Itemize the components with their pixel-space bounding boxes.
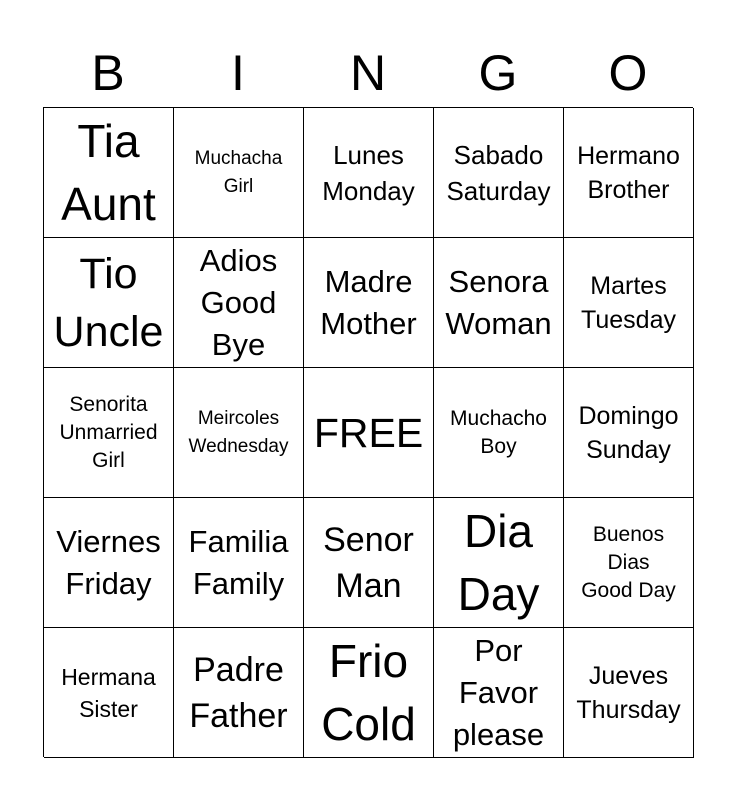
bingo-cell-r1-c5[interactable] bbox=[564, 108, 694, 238]
bingo-cell-label: Padre Father bbox=[189, 650, 288, 735]
bingo-card-grid bbox=[43, 107, 693, 757]
bingo-header bbox=[43, 42, 693, 104]
bingo-cell-r4-c4[interactable] bbox=[434, 498, 564, 628]
bingo-cell-label: Madre Mother bbox=[320, 263, 417, 341]
bingo-cell-label: Lunes Monday bbox=[322, 139, 415, 206]
header-letter-g: G bbox=[478, 45, 518, 101]
bingo-cell-r4-c3[interactable] bbox=[304, 498, 434, 628]
bingo-cell-label: Muchacho Boy bbox=[450, 406, 547, 458]
bingo-cell-label: Sabado Saturday bbox=[446, 139, 551, 206]
bingo-cell-r3-c1[interactable] bbox=[44, 368, 174, 498]
bingo-cell-r3-c4[interactable] bbox=[434, 368, 564, 498]
bingo-cell-r2-c5[interactable] bbox=[564, 238, 694, 368]
bingo-cell-label: Adios Good Bye bbox=[199, 242, 278, 362]
bingo-cell-label: Tia Aunt bbox=[61, 114, 156, 230]
bingo-cell-label: Por Favor please bbox=[452, 632, 545, 752]
bingo-cell-free[interactable] bbox=[304, 368, 434, 498]
bingo-cell-r5-c4[interactable] bbox=[434, 628, 564, 758]
bingo-cell-r5-c2[interactable] bbox=[174, 628, 304, 758]
bingo-cell-label: Hermano Brother bbox=[577, 141, 680, 204]
bingo-cell-label: Domingo Sunday bbox=[578, 401, 679, 464]
bingo-cell-label: Jueves Thursday bbox=[576, 661, 681, 724]
header-letter-o: O bbox=[608, 45, 648, 101]
bingo-cell-label: Senorita Unmarried Girl bbox=[59, 392, 158, 472]
bingo-cell-label: Senora Woman bbox=[445, 263, 552, 341]
bingo-cell-r2-c3[interactable] bbox=[304, 238, 434, 368]
bingo-cell-r4-c5[interactable] bbox=[564, 498, 694, 628]
bingo-cell-r1-c2[interactable] bbox=[174, 108, 304, 238]
bingo-cell-r1-c1[interactable] bbox=[44, 108, 174, 238]
bingo-cell-r2-c2[interactable] bbox=[174, 238, 304, 368]
bingo-cell-label: Martes Tuesday bbox=[581, 271, 676, 334]
bingo-cell-r2-c4[interactable] bbox=[434, 238, 564, 368]
bingo-cell-r5-c3[interactable] bbox=[304, 628, 434, 758]
bingo-cell-label: Senor Man bbox=[323, 520, 414, 605]
header-letter-b: B bbox=[91, 45, 125, 101]
header-letter-i: I bbox=[231, 45, 245, 101]
bingo-cell-label: FREE bbox=[313, 409, 424, 456]
bingo-cell-label: Muchacha Girl bbox=[194, 147, 283, 197]
bingo-cell-r4-c1[interactable] bbox=[44, 498, 174, 628]
bingo-cell-r1-c4[interactable] bbox=[434, 108, 564, 238]
bingo-cell-r2-c1[interactable] bbox=[44, 238, 174, 368]
bingo-cell-label: Frio Cold bbox=[321, 634, 416, 750]
bingo-cell-r5-c1[interactable] bbox=[44, 628, 174, 758]
bingo-cell-label: Dia Day bbox=[457, 504, 540, 620]
bingo-cell-label: Hermana Sister bbox=[61, 663, 156, 722]
bingo-cell-label: Tio Uncle bbox=[53, 249, 164, 356]
bingo-cell-label: Meircoles Wednesday bbox=[188, 407, 289, 457]
bingo-cell-r3-c2[interactable] bbox=[174, 368, 304, 498]
header-letter-n: N bbox=[349, 45, 387, 101]
bingo-cell-r1-c3[interactable] bbox=[304, 108, 434, 238]
bingo-cell-r3-c5[interactable] bbox=[564, 368, 694, 498]
bingo-cell-label: Familia Family bbox=[188, 523, 289, 601]
bingo-cell-r5-c5[interactable] bbox=[564, 628, 694, 758]
bingo-cell-label: Buenos Dias Good Day bbox=[581, 522, 676, 602]
bingo-cell-label: Viernes Friday bbox=[56, 523, 161, 601]
bingo-cell-r4-c2[interactable] bbox=[174, 498, 304, 628]
